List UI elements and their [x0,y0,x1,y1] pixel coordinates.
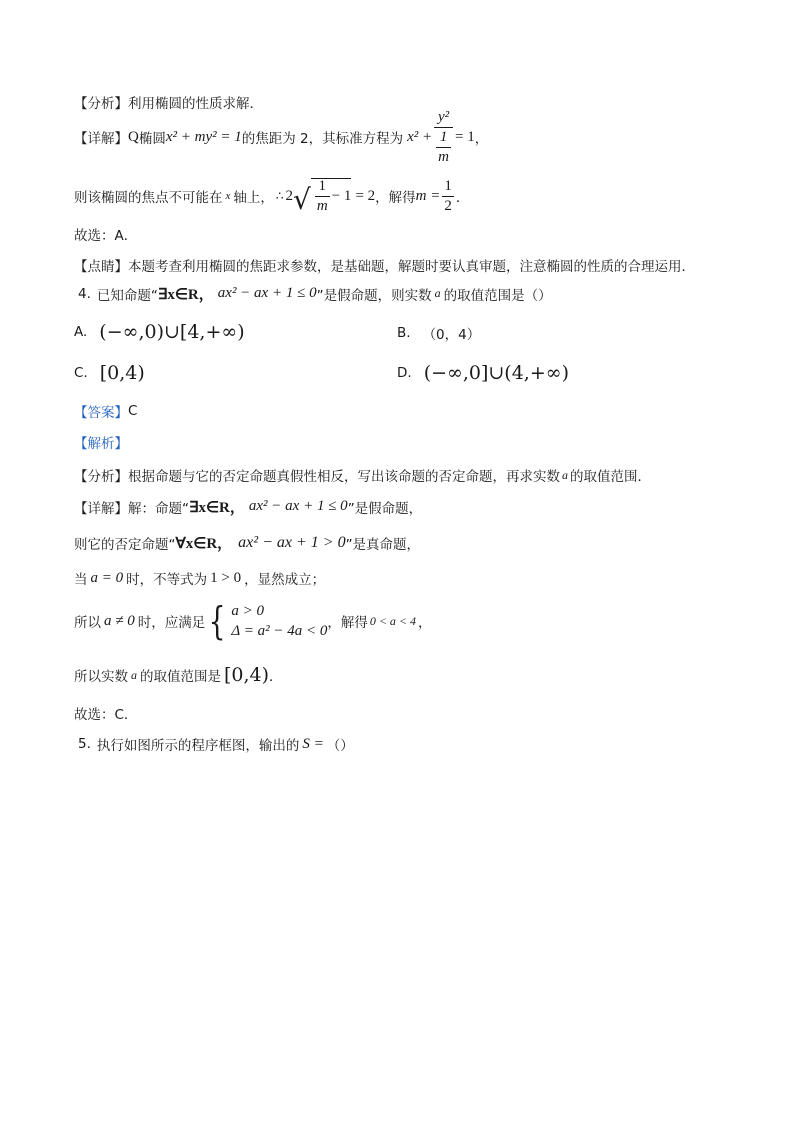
q4-analysis-text-2: 的取值范围． [570,469,651,485]
q4-case-nonzero-text-1: 所以 [74,615,101,631]
system-row-2: Δ = a² − 4a < 0 [231,623,328,639]
option-c-value: [0,4) [99,362,145,384]
detail-text-3: ， [474,131,489,147]
answer-fraction [442,179,454,214]
q4-case-nonzero-cond: a ≠ 0 [104,612,135,629]
brace-glyph: { [208,599,226,643]
question-5-number: 5. [78,736,91,752]
analysis-text: 利用椭圆的性质求解． [128,96,263,112]
q4-negation-inequality: ax² − ax + 1 > 0 [238,533,346,551]
radical-sign: √ [293,183,311,216]
q4-case-zero-text-2: 时，不等式为 [126,572,208,588]
option-a-value: (−∞,0)∪[4,+∞) [99,321,245,343]
q4-range-value: [0,4) [224,664,270,686]
question-4 [78,283,552,304]
inner-fraction [436,130,451,165]
q4-case-zero-text-3: ，显然成立； [244,572,326,588]
option-b[interactable] [397,323,480,343]
q4-detail-text-1: 解：命题“ [128,500,189,517]
option-c-label: C. [74,365,88,381]
std-eq-right: = 1 [455,128,475,145]
sqrt-equals: = 2 [355,187,376,204]
answer-value: C [128,403,138,419]
question-4-text-1: 已知命题“ [96,287,158,304]
question-4-inequality: ax² − ax + 1 ≤ 0 [217,285,317,301]
radicand [311,178,352,214]
q4-detail-tag: 【详解】 [74,500,128,517]
question-4-text-2: ”是假命题，则实数 [316,287,432,304]
radicand-den: m [316,198,328,214]
q4-case-zero-ineq: 1 > 0 [210,569,242,586]
q4-case-nonzero-line [74,598,432,644]
q4-analysis-tag: 【分析】 [74,469,128,485]
q4-detail-line [74,496,422,517]
sqrt-expression [293,178,351,214]
system-row-1: a > 0 [231,602,265,619]
q4-case-nonzero-text-2: 时，应满足 [137,615,206,631]
option-b-value: （0，4） [422,327,481,343]
q4-negation-text-1: 则它的否定命题“ [74,536,176,553]
q4-case-nonzero-text-4: ， [418,615,432,631]
q4-range-var-a: a [131,667,137,682]
question-4-number: 4. [78,285,91,302]
std-eq-left: x² + [407,128,433,145]
question-5-text-2: （） [326,738,354,754]
q4-range-text-1: 所以实数 [74,669,128,685]
analysis-heading-line [74,432,128,452]
radicand-tail: − 1 [331,188,352,204]
focus-text-1: 则该椭圆的焦点不可能在 [74,190,223,206]
answer-num: 1 [444,177,452,194]
q4-range-text-2: 的取值范围是 [140,669,221,685]
comment-tag: 【点睛】 [74,259,128,275]
q4-range-line [74,664,283,686]
std-eq-numerator: y² [438,108,450,125]
focus-text-3: ，解得 [375,190,416,206]
x-axis-symbol: x [225,190,231,202]
question-5-s: S = [302,735,324,752]
comment-line [74,255,695,275]
radicand-num: 1 [318,178,327,194]
option-c[interactable] [74,362,145,384]
inner-num: 1 [439,128,448,145]
detail-tag: 【详解】 [74,131,128,147]
comment-text: 本题考查利用椭圆的焦距求参数，是基础题，解题时要认真审题，注意椭圆的性质的合理运用． [128,259,695,275]
q4-detail-text-2: ”是假命题， [347,500,423,517]
analysis-tag: 【分析】 [74,96,128,112]
q4-analysis-text-1: 根据命题与它的否定命题真假性相反，写出该命题的否定命题，再求实数 [128,469,560,485]
question-5 [78,734,354,754]
m-equals: m = [415,187,441,204]
std-eq-denominator [434,127,453,165]
choice-text-1: 故选：A． [74,228,138,244]
question-4-text-3: 的取值范围是（） [443,287,552,304]
option-a[interactable] [74,321,245,343]
answer-line [74,401,137,421]
ellipse-equation: x² + my² = 1 [165,128,242,145]
radicand-fraction [315,179,330,214]
q4-negation-prop: ∀x∈R， [175,536,233,552]
option-a-label: A. [74,324,88,340]
q4-negation-text-2: ”是真命题， [345,536,421,553]
q4-analysis-var-a: a [562,467,568,482]
system-rows [231,601,327,642]
question-4-prop: ∃x∈R， [157,287,214,303]
inner-den: m [438,148,449,165]
q4-detail-prop: ∃x∈R， [189,500,245,516]
therefore-symbol: ∴ [275,188,284,203]
focus-end: ． [455,190,470,206]
option-d-value: (−∞,0]∪(4,+∞) [423,362,570,384]
std-eq-fraction [434,110,453,165]
q4-choice-text: 故选：C． [74,707,138,723]
q4-range-end: ． [269,669,283,685]
answer-den: 2 [444,197,452,214]
detail-line [74,110,488,164]
answer-tag: 【答案】 [74,405,128,421]
q4-negation-line [74,532,420,553]
option-b-label: B. [397,325,411,341]
q4-analysis-line [74,465,651,485]
q4-case-zero-cond: a = 0 [90,569,124,586]
q4-case-zero-line [74,568,325,588]
option-d-label: D. [397,365,412,381]
detail-text-2: 的焦距为 2，其标准方程为 [241,131,404,147]
option-d[interactable] [397,362,569,384]
focus-text-2: 轴上， [233,190,274,206]
q4-detail-inequality: ax² − ax + 1 ≤ 0 [248,498,348,514]
system-of-inequalities [205,601,327,642]
q4-case-nonzero-text-3: ，解得 [327,615,368,631]
q4-case-zero-text-1: 当 [74,572,88,588]
because-symbol: Q [128,128,139,145]
q4-case-nonzero-result: 0 < a < 4 [369,613,417,628]
analysis-line [74,92,263,112]
coef-two: 2 [285,187,294,204]
question-4-var-a: a [434,286,441,300]
choice-line-1 [74,224,137,244]
q4-choice-line [74,703,137,723]
question-5-text-1: 执行如图所示的程序框图，输出的 [96,738,300,754]
detail-text-1: 椭圆 [138,131,166,147]
analysis-heading: 【解析】 [74,436,128,452]
focus-line [74,176,469,216]
